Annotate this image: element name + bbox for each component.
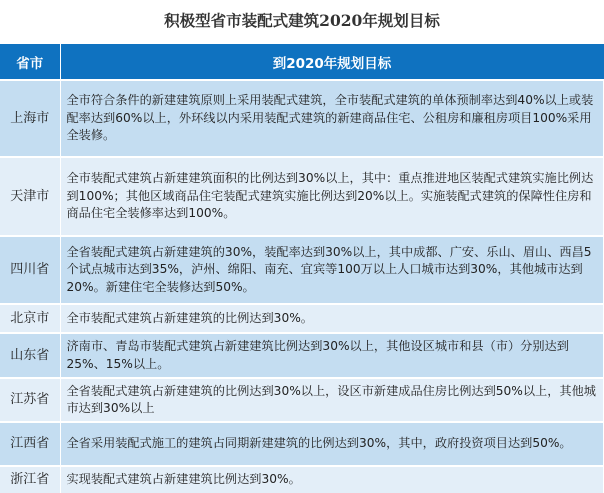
column-header-province: 省市 [0, 44, 60, 80]
row-province-cell: 四川省 [0, 236, 60, 304]
table-header-row [0, 44, 604, 80]
row-target-cell: 全市装配式建筑占新建建筑面积的比例达到30%以上，其中：重点推进地区装配式建筑实施比例达到100%；其他区域商品住宅装配式建筑实施比例达到20%以上。实施装配式建筑的保障性住房和商品住宅全装修率达到100%。 [60, 157, 604, 236]
table-row [0, 422, 604, 466]
row-province-cell: 浙江省 [0, 466, 60, 493]
table-row [0, 157, 604, 236]
table-row [0, 80, 604, 157]
row-province-cell: 北京市 [0, 304, 60, 333]
row-target-cell: 实现装配式建筑占新建建筑比例达到30%。 [60, 466, 604, 493]
row-target-cell: 全省采用装配式施工的建筑占同期新建建筑的比例达到30%，其中，政府投资项目达到50%。 [60, 422, 604, 466]
table-row [0, 236, 604, 304]
row-province-cell: 江苏省 [0, 378, 60, 422]
row-province-cell: 天津市 [0, 157, 60, 236]
table-row [0, 466, 604, 493]
plan-table [0, 44, 604, 493]
row-target-cell: 全市符合条件的新建建筑原则上采用装配式建筑，全市装配式建筑的单体预制率达到40%以上或装配率达到60%以上，外环线以内采用装配式建筑的新建商品住宅、公租房和廉租房项目100%采用全装修。 [60, 80, 604, 157]
table-row [0, 333, 604, 378]
row-province-cell: 山东省 [0, 333, 60, 378]
table-row [0, 378, 604, 422]
row-target-cell: 全省装配式建筑占新建建筑的30%，装配率达到30%以上，其中成都、广安、乐山、眉山、西昌5个试点城市达到35%，泸州、绵阳、南充、宜宾等100万以上人口城市达到30%，其他城市达到20%。新建住宅全装修达到50%。 [60, 236, 604, 304]
row-province-cell: 上海市 [0, 80, 60, 157]
row-target-cell: 全省装配式建筑占新建建筑的比例达到30%以上，设区市新建成品住房比例达到50%以上，其他城市达到30%以上 [60, 378, 604, 422]
row-target-cell: 济南市、青岛市装配式建筑占新建建筑比例达到30%以上，其他设区城市和县（市）分别达到25%、15%以上。 [60, 333, 604, 378]
row-target-cell: 全市装配式建筑占新建建筑的比例达到30%。 [60, 304, 604, 333]
row-province-cell: 江西省 [0, 422, 60, 466]
page-title: 积极型省市装配式建筑2020年规划目标 [164, 11, 440, 30]
table-row [0, 304, 604, 333]
column-header-target: 到2020年规划目标 [60, 44, 604, 80]
